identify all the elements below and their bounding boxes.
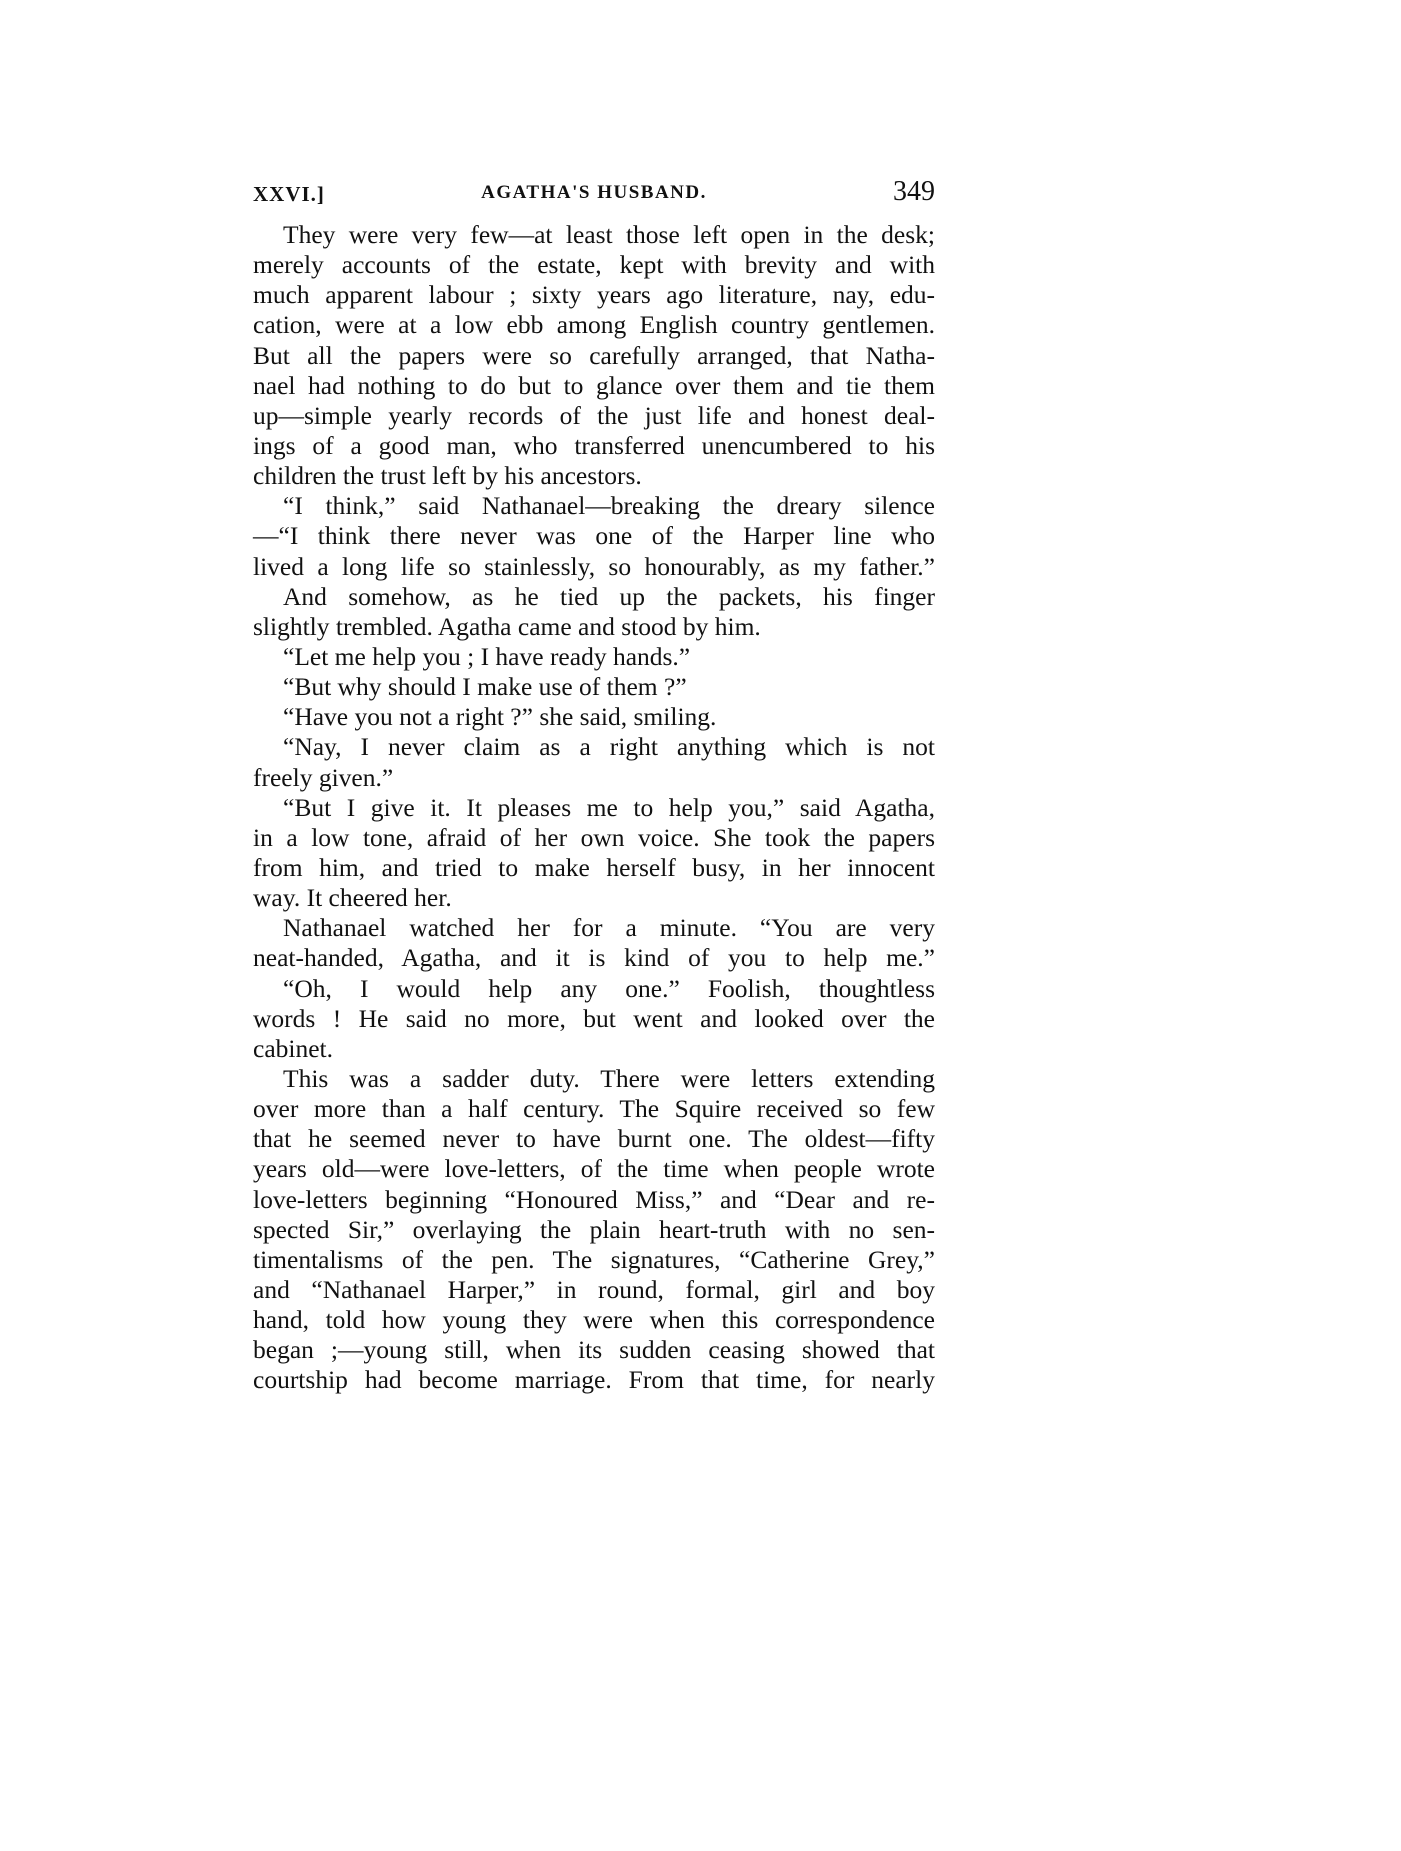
text-line: merely accounts of the estate, kept with brevity and with <box>253 250 935 280</box>
text-line: “Have you not a right ?” she said, smiling. <box>283 702 717 732</box>
text-line: spected Sir,” overlaying the plain heart-truth with no sen- <box>253 1214 935 1244</box>
text-line: “I think,” said Nathanael—breaking the dreary silence <box>283 491 935 521</box>
text-line: This was a sadder duty. There were letters extending <box>283 1063 935 1093</box>
text-line: Nathanael watched her for a minute. “You are very <box>283 913 935 943</box>
text-line: that he seemed never to have burnt one. The oldest—fifty <box>253 1124 935 1154</box>
text-line: slightly trembled. Agatha came and stood by him. <box>253 611 761 641</box>
running-title: AGATHA'S HUSBAND. <box>481 182 707 203</box>
text-line: love-letters beginning “Honoured Miss,” and “Dear and re- <box>253 1184 935 1214</box>
text-line: began ;—young still, when its sudden ceasing showed that <box>253 1335 935 1365</box>
running-header <box>253 176 935 210</box>
text-line: neat-handed, Agatha, and it is kind of you to help me.” <box>253 943 935 973</box>
text-line: and “Nathanael Harper,” in round, formal, girl and boy <box>253 1274 935 1304</box>
text-line: in a low tone, afraid of her own voice. She took the papers <box>253 822 935 852</box>
text-line: nael had nothing to do but to glance over them and tie them <box>253 370 935 400</box>
text-line: “Let me help you ; I have ready hands.” <box>283 641 691 671</box>
text-line: But all the papers were so carefully arranged, that Natha- <box>253 340 935 370</box>
text-line: They were very few—at least those left open in the desk; <box>283 220 935 249</box>
text-line: hand, told how young they were when this correspondence <box>253 1305 935 1335</box>
text-line: cabinet. <box>253 1033 333 1063</box>
text-line: much apparent labour ; sixty years ago literature, nay, edu- <box>253 280 935 310</box>
text-line: timentalisms of the pen. The signatures, “Catherine Grey,” <box>253 1244 935 1274</box>
text-line: way. It cheered her. <box>253 883 452 913</box>
text-line: “But I give it. It pleases me to help you,” said Agatha, <box>283 792 935 822</box>
text-line: freely given.” <box>253 762 394 792</box>
page-number: 349 <box>893 176 935 207</box>
text-line: over more than a half century. The Squire received so few <box>253 1094 935 1124</box>
text-line: —“I think there never was one of the Harper line who <box>253 521 935 551</box>
text-line: “But why should I make use of them ?” <box>283 672 687 702</box>
page-body-text <box>253 220 935 1395</box>
text-line: “Oh, I would help any one.” Foolish, thoughtless <box>283 973 935 1003</box>
text-line: cation, were at a low ebb among English country gentlemen. <box>253 310 935 340</box>
text-line: courtship had become marriage. From that time, for nearly <box>253 1365 935 1395</box>
text-line: years old—were love-letters, of the time when people wrote <box>253 1154 935 1184</box>
text-line: up—simple yearly records of the just life and honest deal- <box>253 400 935 430</box>
text-line: ings of a good man, who transferred unencumbered to his <box>253 430 935 460</box>
text-line: And somehow, as he tied up the packets, his finger <box>283 581 935 611</box>
text-line: words ! He said no more, but went and looked over the <box>253 1003 935 1033</box>
text-line: lived a long life so stainlessly, so honourably, as my father.” <box>253 551 935 581</box>
text-line: from him, and tried to make herself busy, in her innocent <box>253 852 935 882</box>
text-line: “Nay, I never claim as a right anything which is not <box>283 732 935 762</box>
text-line: children the trust left by his ancestors. <box>253 461 642 491</box>
chapter-number: XXVI.] <box>253 182 325 206</box>
